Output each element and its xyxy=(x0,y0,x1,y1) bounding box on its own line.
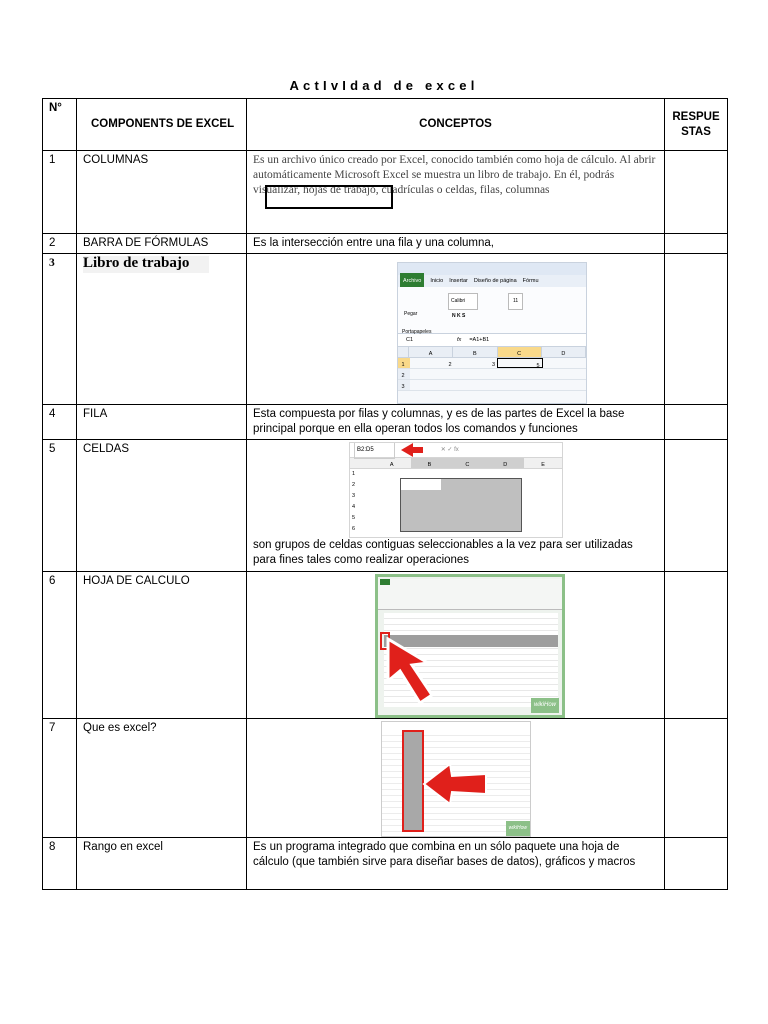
clipboard-label: Portapapeles xyxy=(402,329,432,335)
row-component: Rango en excel xyxy=(77,838,247,890)
row-concept xyxy=(247,572,665,719)
ribbon xyxy=(378,579,562,610)
row-component: BARRA DE FÓRMULAS xyxy=(77,234,247,254)
row-component: COLUMNAS xyxy=(77,151,247,234)
row-answer xyxy=(665,254,728,405)
row-num: 1 xyxy=(43,151,77,234)
cell-range-screenshot xyxy=(349,442,563,538)
cell-c1: 5 xyxy=(497,358,543,368)
font-select: Calibri xyxy=(448,293,478,310)
ribbon-tabs xyxy=(398,275,586,287)
header-component: COMPONENTS DE EXCEL xyxy=(77,99,247,151)
red-arrow-icon xyxy=(386,637,456,707)
selected-column xyxy=(402,730,424,832)
spreadsheet-row-screenshot xyxy=(375,574,565,718)
col-b: B xyxy=(453,347,497,357)
column-headers: A B C D E xyxy=(350,458,562,469)
row-answer xyxy=(665,719,728,838)
row-numbers: 1 2 3 4 5 6 xyxy=(352,471,356,532)
column-headers xyxy=(398,347,586,358)
col-d: D xyxy=(542,347,586,357)
header-answer: RESPUE STAS xyxy=(665,99,728,151)
table-header-row xyxy=(43,99,728,151)
font-size-select: 11 xyxy=(508,293,523,310)
col-a: A xyxy=(409,347,453,357)
tab-inicio: Inicio xyxy=(430,277,444,284)
excel-ribbon-screenshot xyxy=(397,262,587,404)
row-answer xyxy=(665,572,728,719)
name-box: C1 xyxy=(406,336,414,343)
bold-icon: N K S xyxy=(452,313,466,319)
grid-row: 1 2 3 5 xyxy=(398,358,586,369)
header-num: N° xyxy=(43,99,77,151)
red-arrow-icon xyxy=(422,760,488,810)
cell-b1: 3 xyxy=(491,362,495,368)
wikihow-watermark: wikiHow xyxy=(531,698,559,713)
row-answer xyxy=(665,234,728,254)
fx-icon: fx xyxy=(457,336,462,343)
row-component: CELDAS xyxy=(77,440,247,572)
table-row xyxy=(43,234,728,254)
row-component-label: Libro de trabajo xyxy=(83,256,209,273)
paste-label: Pegar xyxy=(404,311,418,317)
table-row xyxy=(43,440,728,572)
table-row xyxy=(43,838,728,890)
fx-icon: ✕ ✓ fx xyxy=(440,446,459,453)
name-box-bar xyxy=(350,443,562,458)
range-name-box: B2:D5 xyxy=(354,442,395,459)
row-component: HOJA DE CALCULO xyxy=(77,572,247,719)
row-answer xyxy=(665,405,728,440)
row-component: FILA xyxy=(77,405,247,440)
table-row xyxy=(43,719,728,838)
row-num: 2 xyxy=(43,234,77,254)
selected-range xyxy=(400,478,522,532)
tab-diseno: Diseño de página xyxy=(473,277,517,284)
grid-row: 3 xyxy=(398,380,586,391)
table-row xyxy=(43,572,728,719)
grid-row: 2 xyxy=(398,369,586,380)
ribbon-body xyxy=(398,287,586,334)
col-c: C xyxy=(498,347,542,357)
row-concept: Esta compuesta por filas y columnas, y es de las partes de Excel la base principal porque en ella operan todos los comandos y funciones xyxy=(247,405,665,440)
tab-archivo: Archivo xyxy=(400,273,424,290)
tab-formulas: Fórmu xyxy=(522,277,539,284)
row-concept: Es un archivo único creado por Excel, conocido también como hoja de cálculo. Al abrir automáticamente Microsoft Excel se muestra un libro de trabajo. En él, podrás visualizar, hojas de trabajo, cuadrículas o celdas, filas, columnas xyxy=(247,151,665,234)
table-row xyxy=(43,405,728,440)
spreadsheet-column-screenshot xyxy=(381,721,531,837)
table-row xyxy=(43,254,728,405)
row-num: 5 xyxy=(43,440,77,572)
header-concept: CONCEPTOS xyxy=(247,99,665,151)
document-title: ActIvIdad de excel xyxy=(289,78,479,93)
row-concept xyxy=(247,254,665,405)
row-num: 8 xyxy=(43,838,77,890)
row-concept: Es un programa integrado que combina en un sólo paquete una hoja de cálculo (que también sirve para diseñar bases de datos), gráficos y macros xyxy=(247,838,665,890)
row-answer xyxy=(665,440,728,572)
row-answer xyxy=(665,838,728,890)
row-num: 4 xyxy=(43,405,77,440)
formula-text: =A1+B1 xyxy=(469,336,490,343)
row-num: 7 xyxy=(43,719,77,838)
red-arrow-icon xyxy=(401,443,413,457)
row-concept xyxy=(247,719,665,838)
wikihow-watermark: wikiHow xyxy=(506,821,530,836)
row-component: Que es excel? xyxy=(77,719,247,838)
row-num: 3 xyxy=(43,254,77,405)
cell-a1: 2 xyxy=(448,362,452,368)
row-answer xyxy=(665,151,728,234)
tab-insertar: Insertar xyxy=(449,277,468,284)
row-concept xyxy=(247,440,665,572)
activity-table xyxy=(42,98,728,890)
row-num: 6 xyxy=(43,572,77,719)
row-concept: Es la intersección entre una fila y una columna, xyxy=(247,234,665,254)
row-component xyxy=(77,254,247,405)
row-concept-text: son grupos de celdas contiguas seleccionables a la vez para ser utilizadas para fines tales como realizar operaciones xyxy=(253,539,633,566)
